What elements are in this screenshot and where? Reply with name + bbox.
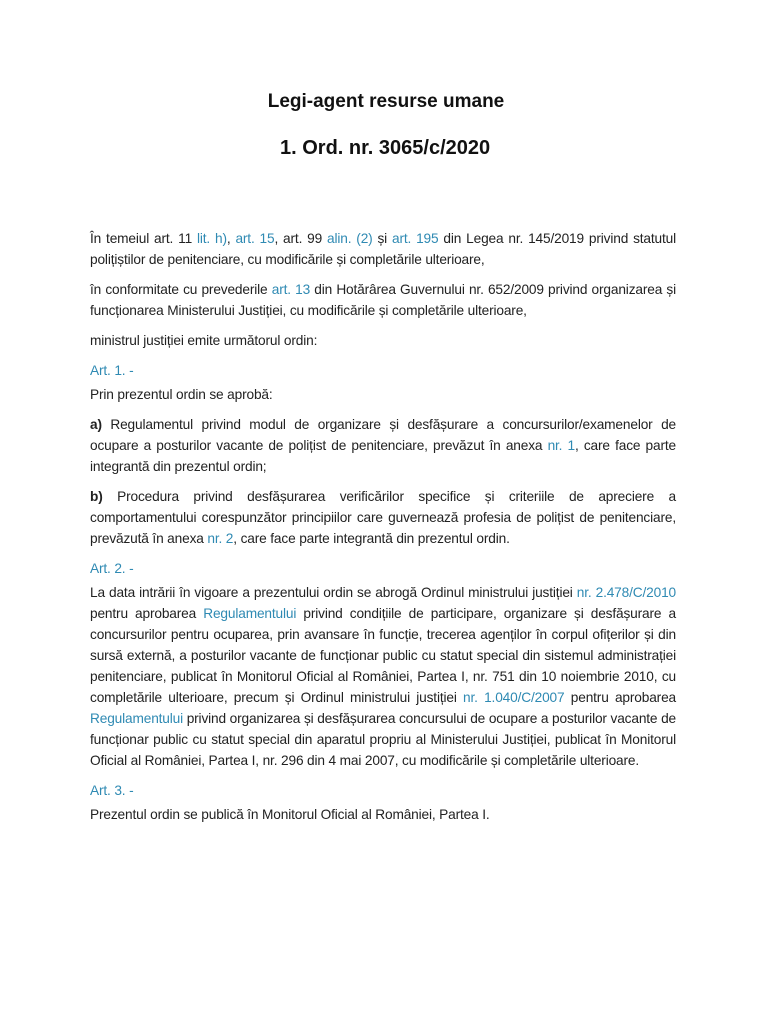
legal-reference-link[interactable]: art. 13 [271, 282, 311, 297]
text-run: din Hotărârea Guvernului nr. 652/2009 privind organizarea și funcționarea Ministerului Justiției, cu modificările și completările ulterioare, [90, 282, 676, 318]
paragraph [90, 330, 676, 351]
item-letter: a) [90, 417, 102, 432]
document-body [90, 228, 676, 834]
paragraph [90, 582, 676, 771]
text-run: Art. 2. - [90, 561, 134, 576]
paragraph [90, 228, 676, 270]
paragraph [90, 486, 676, 549]
text-run: Prin prezentul ordin se aprobă: [90, 387, 273, 402]
text-run: , [226, 231, 236, 246]
item-letter: b) [90, 489, 103, 504]
legal-reference-link[interactable]: nr. 2.478/C/2010 [576, 585, 676, 600]
text-run: pentru aprobarea [90, 606, 204, 621]
text-run: Procedura privind desfășurarea verificărilor specifice și criteriile de apreciere a comportamentului corespunzător principiilor care guvernează profesia de polițist de penitenciare, prevăzută în anexa [90, 489, 676, 546]
paragraph [90, 804, 676, 825]
text-run: și [372, 231, 392, 246]
text-run: La data intrării în vigoare a prezentului ordin se abrogă Ordinul ministrului justiției [90, 585, 577, 600]
article-heading [90, 360, 676, 381]
text-run: în conformitate cu prevederile [90, 282, 272, 297]
text-run: Art. 1. - [90, 363, 134, 378]
text-run: Prezentul ordin se publică în Monitorul Oficial al României, Partea I. [90, 807, 490, 822]
article-heading [90, 780, 676, 801]
document-subtitle: 1. Ord. nr. 3065/c/2020 [280, 137, 491, 159]
text-run: privind condițiile de participare, organizare și desfășurare a concursurilor pentru ocuparea, prin avansare în funcție, trecerea agenților în corpul ofițerilor și din sursă externă, a posturilor vacante de funcționar public cu statut special din sistemul administrației penitenciare, publicat în Monitorul Oficial al României, Partea I, nr. 751 din 10 noiembrie 2010, cu completările ulterioare, precum și Ordinul ministrului justiției [90, 606, 676, 705]
legal-reference-link[interactable]: Regulamentului [90, 711, 184, 726]
text-run: Regulamentul privind modul de organizare și desfășurare a concursurilor/examenelor de ocupare a posturilor vacante de polițist de penitenciare, prevăzut în anexa [90, 417, 676, 453]
legal-reference-link[interactable]: nr. 2 [207, 531, 234, 546]
legal-reference-link[interactable]: alin. (2) [327, 231, 373, 246]
legal-reference-link[interactable]: art. 195 [392, 231, 439, 246]
text-run: , care face parte integrantă din prezentul ordin. [233, 531, 510, 546]
legal-reference-link[interactable]: lit. h) [196, 231, 227, 246]
legal-reference-link[interactable]: art. 15 [235, 231, 275, 246]
text-run: , care face parte integrantă din prezentul ordin; [90, 438, 676, 474]
paragraph [90, 384, 676, 405]
paragraph [90, 414, 676, 477]
text-run: Art. 3. - [90, 783, 134, 798]
legal-reference-link[interactable]: nr. 1.040/C/2007 [463, 690, 565, 705]
paragraph [90, 279, 676, 321]
document-title: Legi-agent resurse umane [267, 91, 505, 112]
text-run: ministrul justiției emite următorul ordin: [90, 333, 318, 348]
legal-reference-link[interactable]: Regulamentului [203, 606, 297, 621]
text-run: pentru aprobarea [564, 690, 677, 705]
text-run: În temeiul art. 11 [90, 231, 197, 246]
text-run: privind organizarea și desfășurarea concursului de ocupare a posturilor vacante de funcționar public cu statut special din aparatul propriu al Ministerului Justiției, publicat în Monitorul Oficial al României, Partea I, nr. 296 din 4 mai 2007, cu modificările și completările ulterioare. [90, 711, 676, 768]
article-heading [90, 558, 676, 579]
text-run: din Legea nr. 145/2019 privind statutul polițiștilor de penitenciare, cu modificările și completările ulterioare, [90, 231, 677, 267]
legal-reference-link[interactable]: nr. 1 [547, 438, 575, 453]
text-run: , art. 99 [274, 231, 327, 246]
